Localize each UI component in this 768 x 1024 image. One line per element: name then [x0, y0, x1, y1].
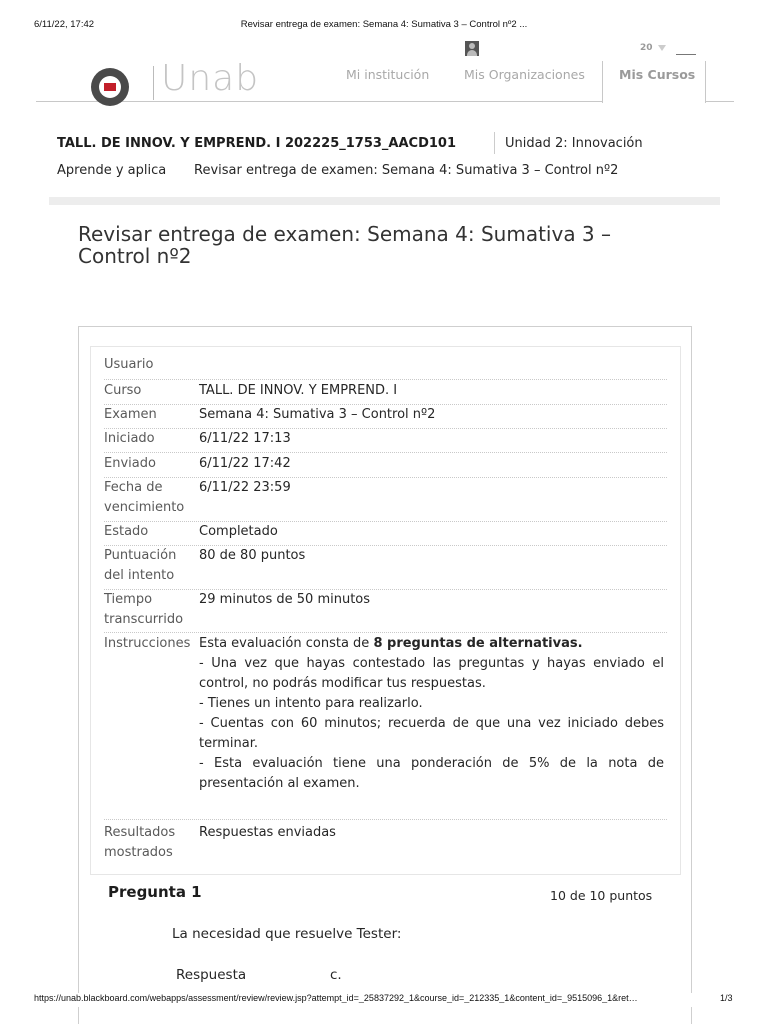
detail-label: Estado	[104, 524, 149, 539]
detail-value: Respuestas enviadas	[199, 825, 336, 840]
question-title: Pregunta 1	[108, 883, 202, 901]
attempt-details	[90, 346, 681, 875]
logo-divider	[153, 66, 154, 100]
course-divider	[494, 132, 495, 154]
detail-label: Iniciado	[104, 431, 155, 446]
print-header	[0, 0, 768, 40]
detail-label: Puntuación del intento	[104, 548, 177, 583]
detail-row-status	[104, 522, 667, 546]
course-title[interactable]: TALL. DE INNOV. Y EMPREND. I 202225_1753_AACD101	[57, 136, 457, 151]
chevron-down-icon[interactable]	[658, 45, 666, 51]
question-points: 10 de 10 puntos	[550, 888, 653, 903]
page-title: Revisar entrega de examen: Semana 4: Sumativa 3 – Control nº2	[78, 222, 612, 268]
detail-label: Resultados mostrados	[104, 825, 176, 860]
detail-label: Examen	[104, 407, 157, 422]
detail-row-due-date	[104, 478, 667, 522]
detail-row-results	[104, 823, 667, 867]
breadcrumb-bar	[49, 197, 720, 205]
nav-my-courses-label: Mis Cursos	[619, 67, 696, 82]
detail-row-time	[104, 590, 667, 633]
review-panel	[78, 326, 692, 1024]
question-text: La necesidad que resuelve Tester:	[172, 926, 402, 942]
detail-label: Instrucciones	[104, 636, 191, 651]
detail-value: 6/11/22 17:42	[199, 456, 291, 471]
detail-label: Fecha de vencimiento	[104, 480, 185, 515]
unit-link[interactable]: Unidad 2: Innovación	[505, 136, 643, 151]
instructions-line: - Esta evaluación tiene una ponderación de 5% de la nota de presentación al examen.	[199, 756, 664, 791]
nav-my-courses[interactable]	[602, 61, 706, 103]
nav-my-organizations[interactable]: Mis Organizaciones	[464, 67, 585, 82]
nav-my-institution[interactable]: Mi institución	[346, 67, 430, 82]
logo-text: Unab	[161, 58, 260, 99]
detail-value: 80 de 80 puntos	[199, 548, 306, 563]
breadcrumb-current: Revisar entrega de examen: Semana 4: Sumativa 3 – Control nº2	[194, 163, 619, 178]
detail-value: Completado	[199, 524, 278, 539]
print-footer	[0, 993, 768, 1007]
instructions-line: - Cuentas con 60 minutos; recuerda de que una vez iniciado debes terminar.	[199, 716, 664, 751]
instructions-intro: Esta evaluación consta de	[199, 636, 374, 651]
instructions-line: - Una vez que hayas contestado las preguntas y hayas enviado el control, no podrás modificar tus respuestas.	[199, 656, 664, 691]
detail-label: Curso	[104, 383, 142, 398]
detail-value: TALL. DE INNOV. Y EMPREND. I	[199, 383, 398, 398]
response-value: c.	[330, 967, 342, 983]
print-page-number: 1/3	[720, 993, 733, 1003]
detail-label: Usuario	[104, 357, 154, 372]
detail-row-user	[104, 355, 667, 380]
print-title: Revisar entrega de examen: Semana 4: Sumativa 3 – Control nº2 ...	[240, 19, 528, 30]
detail-value: 6/11/22 23:59	[199, 480, 291, 495]
instructions-text	[199, 634, 664, 794]
detail-value: 6/11/22 17:13	[199, 431, 291, 446]
instructions-line: - Tienes un intento para realizarlo.	[199, 696, 423, 711]
detail-row-exam	[104, 405, 667, 429]
detail-row-course	[104, 381, 667, 405]
print-date: 6/11/22, 17:42	[34, 19, 95, 30]
detail-row-instructions	[104, 634, 667, 820]
detail-value: Semana 4: Sumativa 3 – Control nº2	[199, 407, 436, 422]
avatar[interactable]	[465, 41, 479, 56]
breadcrumb-section[interactable]: Aprende y aplica	[57, 163, 167, 178]
detail-value: 29 minutos de 50 minutos	[199, 592, 371, 607]
detail-row-score	[104, 546, 667, 590]
notification-count[interactable]: 20	[640, 43, 653, 53]
detail-label: Enviado	[104, 456, 156, 471]
instructions-intro-bold: 8 preguntas de alternativas.	[373, 636, 583, 651]
print-url: https://unab.blackboard.com/webapps/assessment/review/review.jsp?attempt_id=_25837292_1&course_id=_212335_1&content_id=_9515096_1&ret…	[34, 993, 638, 1003]
top-navigation-bar	[36, 40, 734, 102]
detail-label: Tiempo transcurrido	[104, 592, 184, 627]
detail-row-submitted	[104, 454, 667, 478]
username-line	[676, 54, 696, 55]
response-label: Respuesta	[176, 967, 247, 983]
detail-row-started	[104, 429, 667, 453]
unab-logo-icon[interactable]	[91, 68, 129, 106]
